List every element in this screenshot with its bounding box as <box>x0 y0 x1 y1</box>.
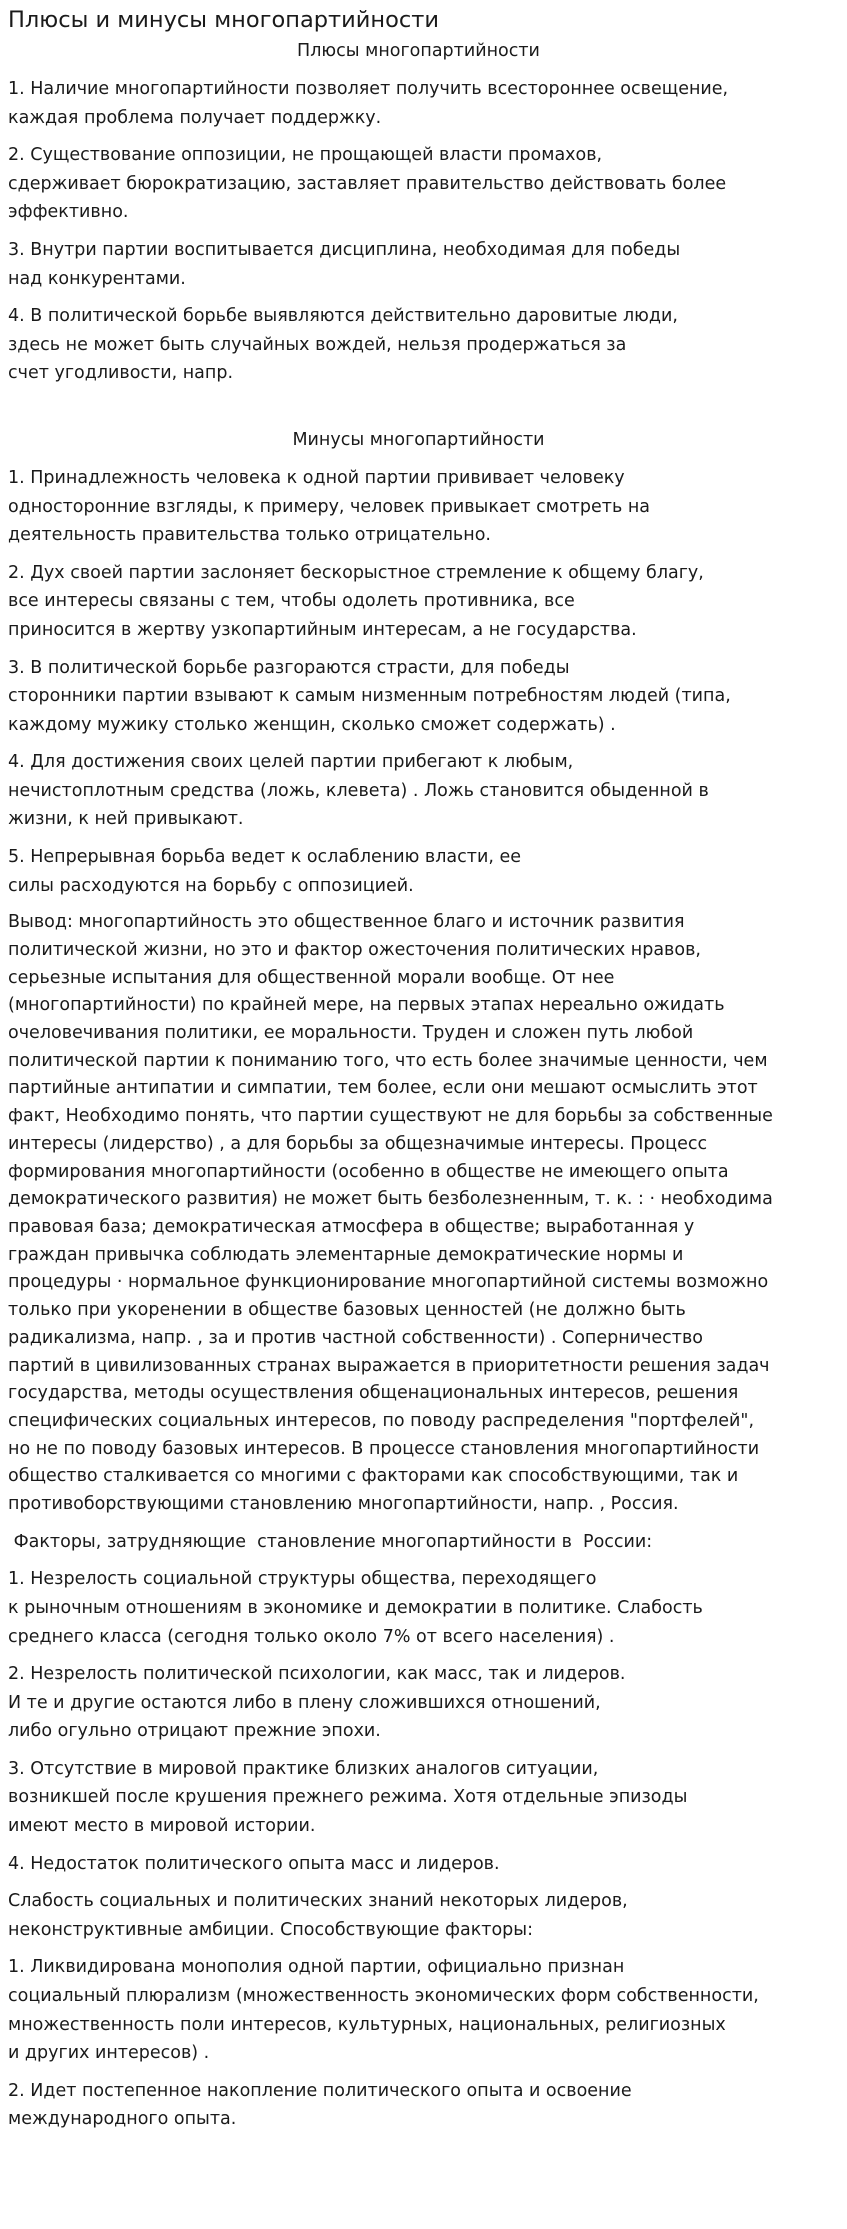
factors-item: 2. Идет постепенное накопление политического опыта и освоение международного опыта. <box>8 2080 632 2130</box>
pros-item: 4. В политической борьбе выявляются действительно даровитые люди, здесь не может быть случайных вождей, нельзя продержаться за счет угодливости, напр. <box>8 306 678 384</box>
pros-heading: Плюсы многопартийности <box>297 41 540 61</box>
factors-item: 2. Незрелость политической психологии, как масс, так и лидеров. И те и другие остаются либо в плену сложившихся отношений, либо огульно отрицают прежние эпохи. <box>8 1664 626 1742</box>
pros-item: 2. Существование оппозиции, не прощающей власти промахов, сдерживает бюрократизацию, заставляет правительство действовать более эффективно. <box>8 145 727 223</box>
cons-item: 3. В политической борьбе разгораются страсти, для победы сторонники партии взывают к самым низменным потребностям людей (типа, каждому мужику столько женщин, сколько сможет содержать) . <box>8 657 731 735</box>
factors-item: 3. Отсутствие в мировой практике близких аналогов ситуации, возникшей после крушения прежнего режима. Хотя отдельные эпизоды имеют место в мировой истории. <box>8 1758 688 1837</box>
factors-item: Слабость социальных и политических знаний некоторых лидеров, неконструктивные амбиции. Способствующие факторы: <box>8 1891 628 1940</box>
cons-item: 1. Принадлежность человека к одной партии прививает человеку односторонние взгляды, к примеру, человек привыкает смотреть на деятельность правительства только отрицательно. <box>8 467 650 546</box>
pros-item: 3. Внутри партии воспитывается дисциплина, необходимая для победы над конкурентами. <box>8 239 681 289</box>
cons-heading: Минусы многопартийности <box>292 429 545 450</box>
factors-item: 4. Недостаток политического опыта масс и лидеров. <box>8 1853 500 1874</box>
factors-heading: Факторы, затрудняющие становление многопартийности в России: <box>8 1531 653 1552</box>
factors-item: 1. Ликвидирована монополия одной партии, официально признан социальный плюрализм (множественность экономических форм собственности, множественность поли интересов, культурных, национальных, религиозных и других интересов) . <box>8 1957 759 2064</box>
factors-item: 1. Незрелость социальной структуры общества, переходящего к рыночным отношениям в экономике и демократии в политике. Слабость среднего класса (сегодня только около 7% от всего населения) . <box>8 1569 703 1647</box>
cons-item: 5. Непрерывная борьба ведет к ослаблению власти, ее силы расходуются на борьбу с оппозицией. <box>8 847 521 896</box>
cons-item: 2. Дух своей партии заслоняет бескорыстное стремление к общему благу, все интересы связаны с тем, чтобы одолеть противника, все приносится в жертву узкопартийным интересам, а не государства. <box>8 562 704 640</box>
pros-item: 1. Наличие многопартийности позволяет получить всестороннее освещение, каждая проблема получает поддержку. <box>8 79 729 128</box>
conclusion-paragraph: Вывод: многопартийность это общественное благо и источник развития политической жизни, но это и фактор ожесточения политических нравов, серьезные испытания для общественной морали вообще. От нее (многопартийности) по крайней мере, на первых этапах нереально ожидать очеловечивания политики, ее моральности. Труден и сложен путь любой политической партии к пониманию того, что есть более значимые ценности, чем партийные антипатии и симпатии, тем более, если они мешают осмыслить этот факт, Необходимо понять, что партии существуют не для борьбы за собственные интересы (лидерство) , а для борьбы за общезначимые интересы. Процесс формирования многопартийности (особенно в обществе не имеющего опыта демократического развития) не может быть безболезненным, т. к. : · необходима правовая база; демократическая атмосфера в обществе; выработанная у граждан привычка соблюдать элементарные демократические нормы и процедуры · нормальное функционирование многопартийной системы возможно только при укоренении в обществе базовых ценностей (не должно быть радикализма, напр. , за и против частной собственности) . Соперничество партий в цивилизованных странах выражается в приоритетности решения задач государства, методы осуществления общенациональных интересов, решения специфических социальных интересов, по поводу распределения "портфелей", но не по поводу базовых интересов. В процессе становления многопартийности общество сталкивается со многими с факторами как способствующими, так и противоборствующими становлению многопартийности, напр. , Россия. <box>8 912 773 1515</box>
page-title: Плюсы и минусы многопартийности <box>8 7 439 33</box>
cons-item: 4. Для достижения своих целей партии прибегают к любым, нечистоплотным средства (ложь, клевета) . Ложь становится обыденной в жизни, к ней привыкают. <box>8 752 709 830</box>
